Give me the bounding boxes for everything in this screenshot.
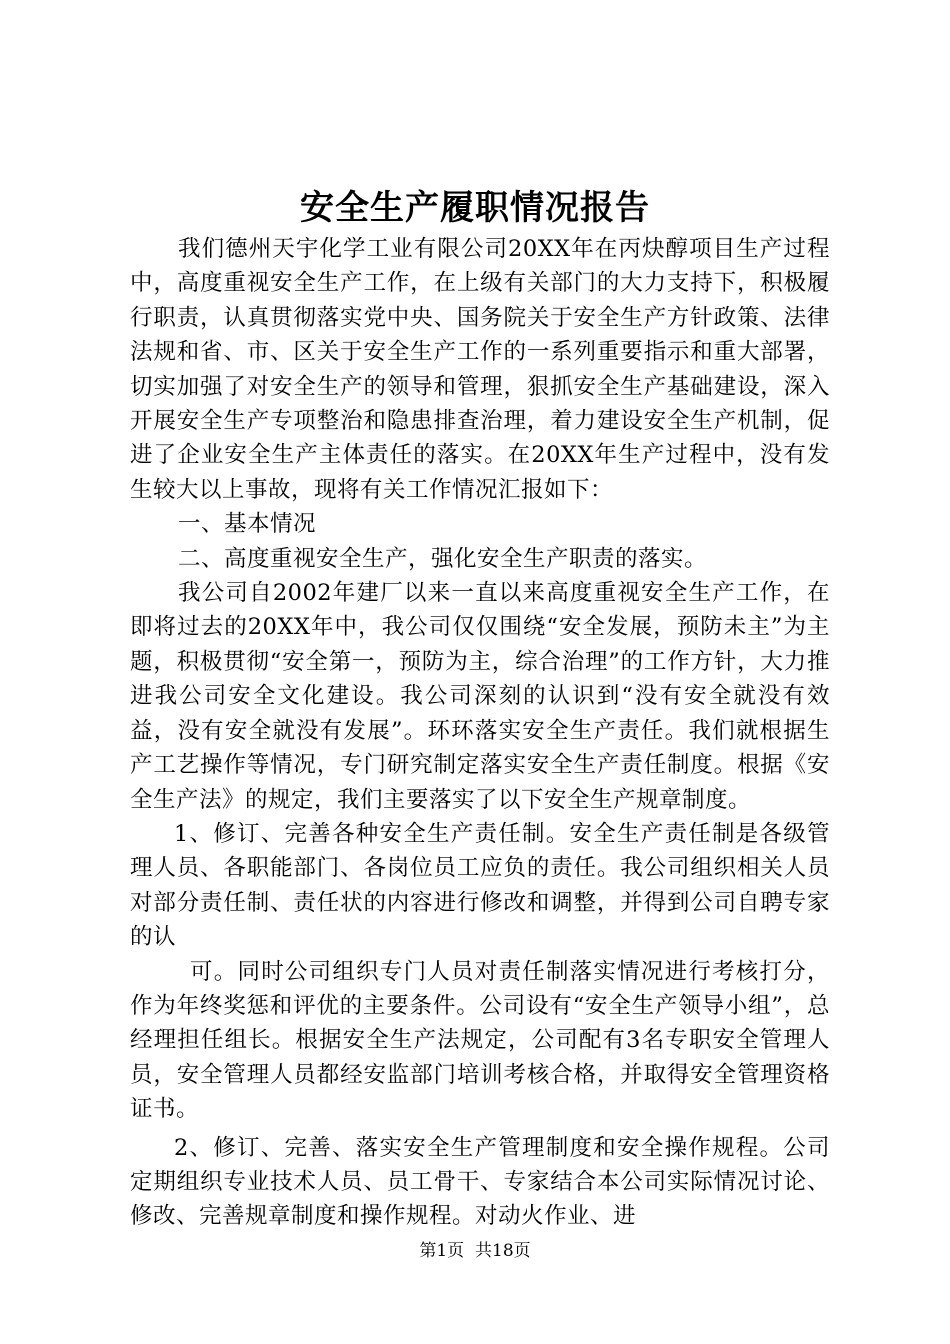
paragraph-item-2: 2、修订、完善、落实安全生产管理制度和安全操作规程。公司定期组织专业技术人员、员工骨干、专家结合本公司实际情况讨论、修改、完善规章制度和操作规程。对动火作业、进: [130, 1134, 830, 1230]
heading-basic-situation: 一、基本情况: [178, 511, 317, 538]
heading-safety-priority: 二、高度重视安全生产，强化安全生产职责的落实。: [178, 545, 708, 572]
paragraph-item-1-continued: 可。同时公司组织专门人员对责任制落实情况进行考核打分，作为年终奖惩和评优的主要条件。公司设有“安全生产领导小组”，总经理担任组长。根据安全生产法规定，公司配有3名专职安全管理人员，安全管理人员都经安监部门培训考核合格，并取得安全管理资格证书。: [130, 958, 830, 1123]
page-title: 安全生产履职情况报告: [300, 188, 650, 228]
document-body: [130, 232, 830, 1234]
page-footer: [0, 1240, 950, 1262]
paragraph-intro: 我们德州天宇化学工业有限公司20XX年在丙炔醇项目生产过程中，高度重视安全生产工作，在上级有关部门的大力支持下，积极履行职责，认真贯彻落实党中央、国务院关于安全生产方针政策、法律法规和省、市、区关于安全生产工作的一系列重要指示和重大部署，切实加强了对安全生产的领导和管理，狠抓安全生产基础建设，深入开展安全生产专项整治和隐患排查治理，着力建设安全生产机制，促进了企业安全生产主体责任的落实。在20XX年生产过程中，没有发生较大以上事故，现将有关工作情况汇报如下：: [130, 236, 830, 503]
paragraph-company-history: 我公司自2002年建厂以来一直以来高度重视安全生产工作，在即将过去的20XX年中，我公司仅仅围绕“安全发展，预防未主”为主题，积极贯彻“安全第一，预防为主，综合治理”的工作方针，大力推进我公司安全文化建设。我公司深刻的认识到“没有安全就没有效益，没有安全就没有发展”。环环落实安全生产责任。我们就根据生产工艺操作等情况，专门研究制定落实安全生产责任制度。根据《安全生产法》的规定，我们主要落实了以下安全生产规章制度。: [130, 580, 830, 813]
page-number-current: 第1页: [419, 1241, 465, 1261]
page-number-total: 共18页: [475, 1241, 531, 1261]
paragraph-item-1: 1、修订、完善各种安全生产责任制。安全生产责任制是各级管理人员、各职能部门、各岗位员工应负的责任。我公司组织相关人员对部分责任制、责任状的内容进行修改和调整，并得到公司自聘专家的认: [130, 820, 830, 951]
